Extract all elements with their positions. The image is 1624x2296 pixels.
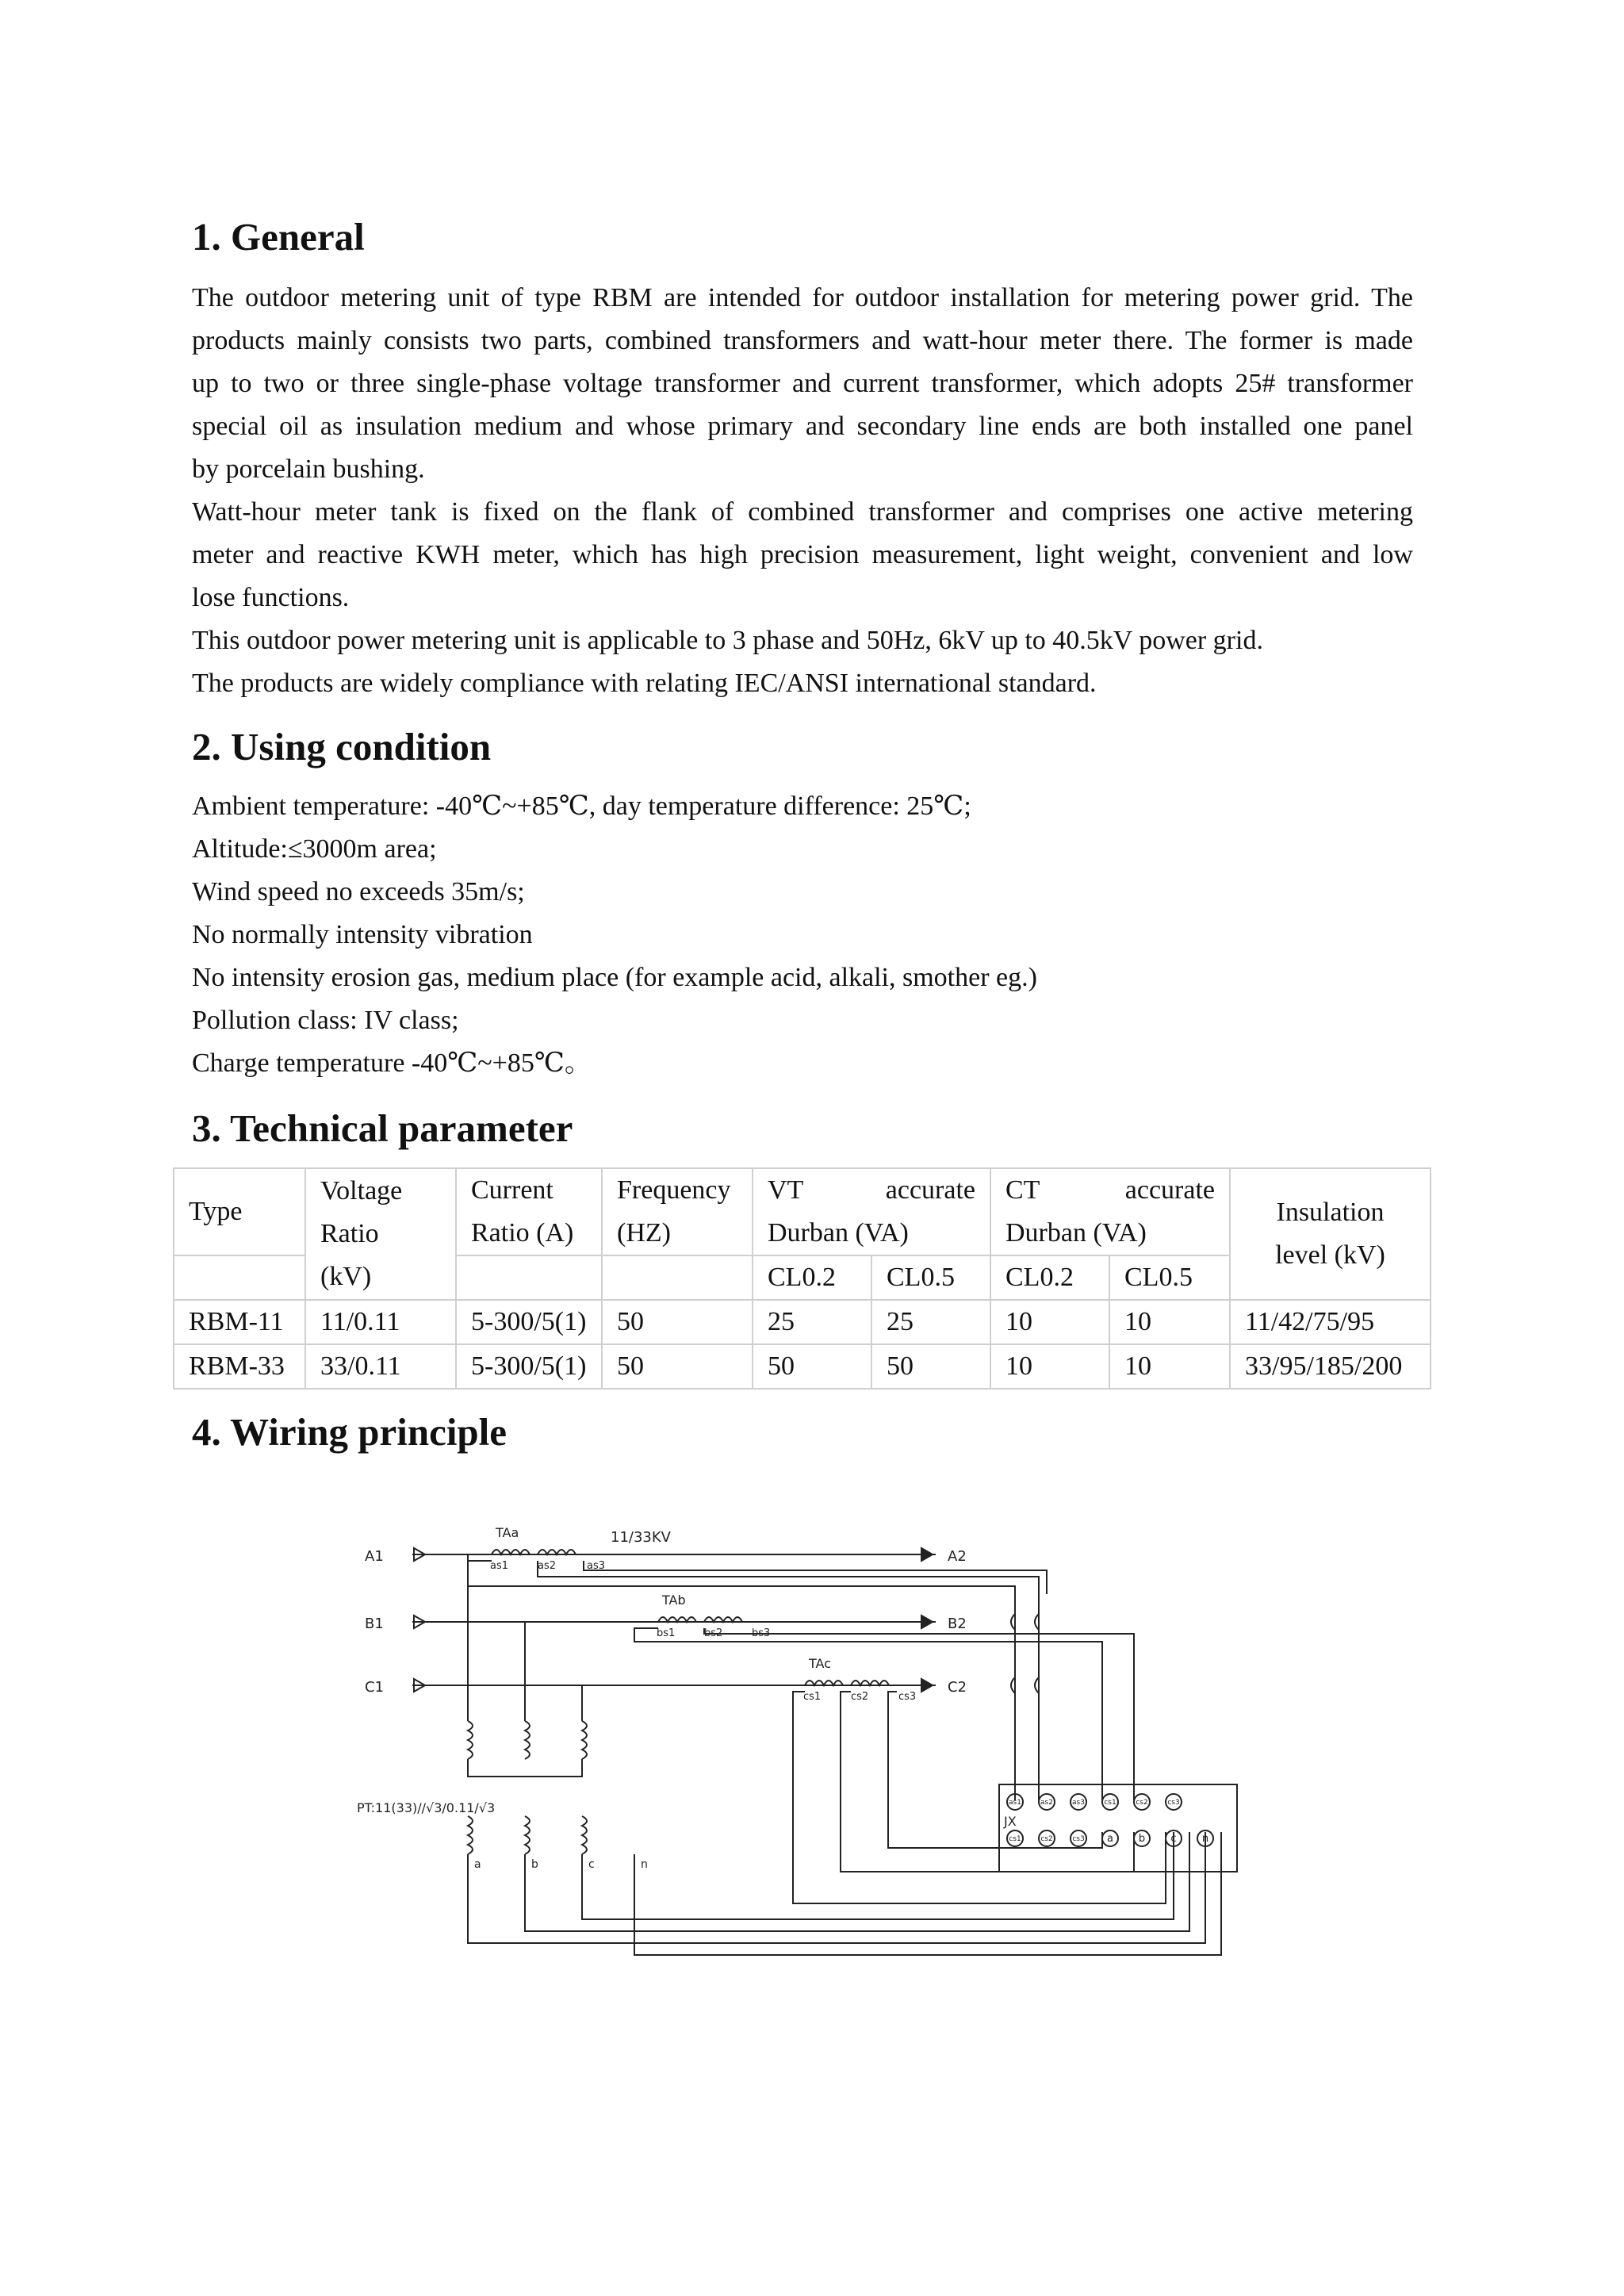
table-cell: 50 — [753, 1344, 871, 1389]
line-label-c1: C1 — [365, 1679, 385, 1696]
text-line: lose functions. — [192, 583, 350, 612]
jx-bottom-term: n — [1201, 1833, 1209, 1845]
table-cell: 50 — [602, 1300, 753, 1344]
header-voltage-ratio: Voltage Ratio (kV) — [305, 1168, 456, 1300]
text-line: This outdoor power metering unit is applicable to 3 phase and 50Hz, 6kV up to 40.5kV power grid. — [192, 626, 1263, 655]
table-cell: 11/0.11 — [305, 1300, 456, 1344]
jx-top-term: cs2 — [1136, 1799, 1148, 1807]
pt-term-b: b — [531, 1858, 538, 1871]
pt-term-n: n — [641, 1858, 648, 1871]
text-line: products mainly consists two parts, combined transformers and watt-hour meter there. The former is made — [192, 326, 1413, 355]
sub-header-cell: CL0.2 — [990, 1255, 1109, 1300]
text-line: Wind speed no exceeds 35m/s; — [192, 877, 525, 907]
term-as3: as3 — [587, 1560, 606, 1572]
table-cell: 5-300/5(1) — [456, 1300, 602, 1344]
pt-ratio-label: PT:11(33)//√3/0.11/√3 — [357, 1800, 496, 1815]
text-line: No normally intensity vibration — [192, 920, 533, 949]
jx-bottom-term: cs3 — [1072, 1835, 1085, 1843]
jx-terminal-box[interactable] — [999, 1784, 1237, 1872]
ct-label-c: TAc — [809, 1656, 831, 1671]
text-line: Pollution class: IV class; — [192, 1006, 459, 1035]
jx-top-term: as1 — [1009, 1799, 1021, 1807]
table-cell: 25 — [753, 1300, 871, 1344]
sub-header-cell: CL0.2 — [753, 1255, 871, 1300]
jx-bottom-term: a — [1107, 1833, 1113, 1845]
sub-header-cell: CL0.5 — [1109, 1255, 1230, 1300]
pt-term-a: a — [474, 1858, 481, 1871]
text-line: Watt-hour meter tank is fixed on the flank of combined transformer and comprises one active metering — [192, 497, 1413, 527]
general-paragraph — [192, 277, 1413, 705]
heading-wiring-principle: 4. Wiring principle — [192, 1410, 508, 1454]
sub-header-cell: CL0.5 — [871, 1255, 990, 1300]
jx-top-term: as3 — [1072, 1799, 1085, 1807]
header-current-spacer — [456, 1255, 602, 1300]
table-cell: 10 — [1109, 1344, 1230, 1389]
term-bs1: bs1 — [657, 1627, 676, 1639]
table-cell: 10 — [990, 1344, 1109, 1389]
wiring-diagram — [349, 1515, 1245, 1967]
line-label-a1: A1 — [365, 1548, 384, 1565]
table-row — [174, 1300, 1431, 1344]
jx-bottom-term: cs1 — [1009, 1835, 1021, 1843]
text-line: Charge temperature -40℃~+85℃。 — [192, 1048, 592, 1078]
table-cell: 25 — [871, 1300, 990, 1344]
term-as1: as1 — [490, 1560, 509, 1572]
term-as2: as2 — [538, 1560, 557, 1572]
jx-bottom-term: b — [1138, 1833, 1146, 1845]
term-bs3: bs3 — [752, 1627, 771, 1639]
table-cell: 50 — [871, 1344, 990, 1389]
table-cell: 10 — [990, 1300, 1109, 1344]
heading-technical-parameter: 3. Technical parameter — [192, 1106, 573, 1150]
wiring-diagram-svg — [349, 1515, 1245, 1967]
term-cs3: cs3 — [898, 1691, 917, 1703]
table-cell: 11/42/75/95 — [1230, 1300, 1431, 1344]
text-line: by porcelain bushing. — [192, 454, 425, 484]
header-vt-burden: VT accurate Durban (VA) — [753, 1168, 990, 1255]
line-label-b1: B1 — [365, 1616, 384, 1632]
ct-secondary-wires — [468, 1561, 1166, 1903]
text-line: Altitude:≤3000m area; — [192, 834, 437, 864]
jx-top-term: cs3 — [1167, 1799, 1180, 1807]
table-cell: 5-300/5(1) — [456, 1344, 602, 1389]
text-line: The outdoor metering unit of type RBM are intended for outdoor installation for metering power grid. The — [192, 283, 1413, 312]
text-line: meter and reactive KWH meter, which has high precision measurement, light weight, convenient and low — [192, 540, 1413, 569]
term-cs1: cs1 — [803, 1691, 822, 1703]
table-cell: RBM-33 — [174, 1344, 305, 1389]
ct-label-a: TAa — [496, 1525, 519, 1540]
header-insulation-level: Insulation level (kV) — [1230, 1168, 1431, 1300]
using-condition-list — [192, 785, 1413, 1085]
header-current-ratio: Current Ratio (A) — [456, 1168, 602, 1255]
pt-term-c: c — [588, 1858, 595, 1871]
table-cell: 10 — [1109, 1300, 1230, 1344]
jx-label: JX — [1004, 1814, 1017, 1829]
text-line: up to two or three single-phase voltage transformer and current transformer, which adopts 25# transformer — [192, 369, 1413, 398]
header-frequency: Frequency (HZ) — [602, 1168, 753, 1255]
table-cell: RBM-11 — [174, 1300, 305, 1344]
text-line: No intensity erosion gas, medium place (for example acid, alkali, smother eg.) — [192, 963, 1037, 992]
header-frequency-spacer — [602, 1255, 753, 1300]
line-label-a2: A2 — [948, 1548, 967, 1565]
term-bs2: bs2 — [704, 1627, 723, 1639]
heading-using-condition: 2. Using condition — [192, 725, 492, 769]
text-line: special oil as insulation medium and whose primary and secondary line ends are both installed one panel — [192, 412, 1413, 441]
table-row — [174, 1344, 1431, 1389]
line-label-c2: C2 — [948, 1679, 967, 1696]
text-line: Ambient temperature: -40℃~+85℃, day temperature difference: 25℃; — [192, 792, 971, 821]
text-line: The products are widely compliance with relating IEC/ANSI international standard. — [192, 669, 1097, 698]
term-cs2: cs2 — [851, 1691, 869, 1703]
line-label-b2: B2 — [948, 1616, 967, 1632]
header-ct-burden: CT accurate Durban (VA) — [990, 1168, 1230, 1255]
table-cell: 33/95/185/200 — [1230, 1344, 1431, 1389]
jx-bottom-term: cs2 — [1040, 1835, 1053, 1843]
pt-coils — [468, 1554, 1221, 1955]
heading-general: 1. General — [192, 215, 365, 259]
jx-top-term: as2 — [1040, 1799, 1053, 1807]
table-cell: 50 — [602, 1344, 753, 1389]
jx-top-labels — [1009, 1799, 1180, 1807]
jx-top-term: cs1 — [1104, 1799, 1116, 1807]
table-cell: 33/0.11 — [305, 1344, 456, 1389]
voltage-label: 11/33KV — [611, 1529, 671, 1546]
header-type-spacer — [174, 1255, 305, 1300]
jx-bottom-term: c — [1170, 1833, 1177, 1845]
header-type: Type — [174, 1168, 305, 1255]
technical-parameter-table — [173, 1167, 1431, 1389]
ct-label-b: TAb — [662, 1593, 686, 1608]
